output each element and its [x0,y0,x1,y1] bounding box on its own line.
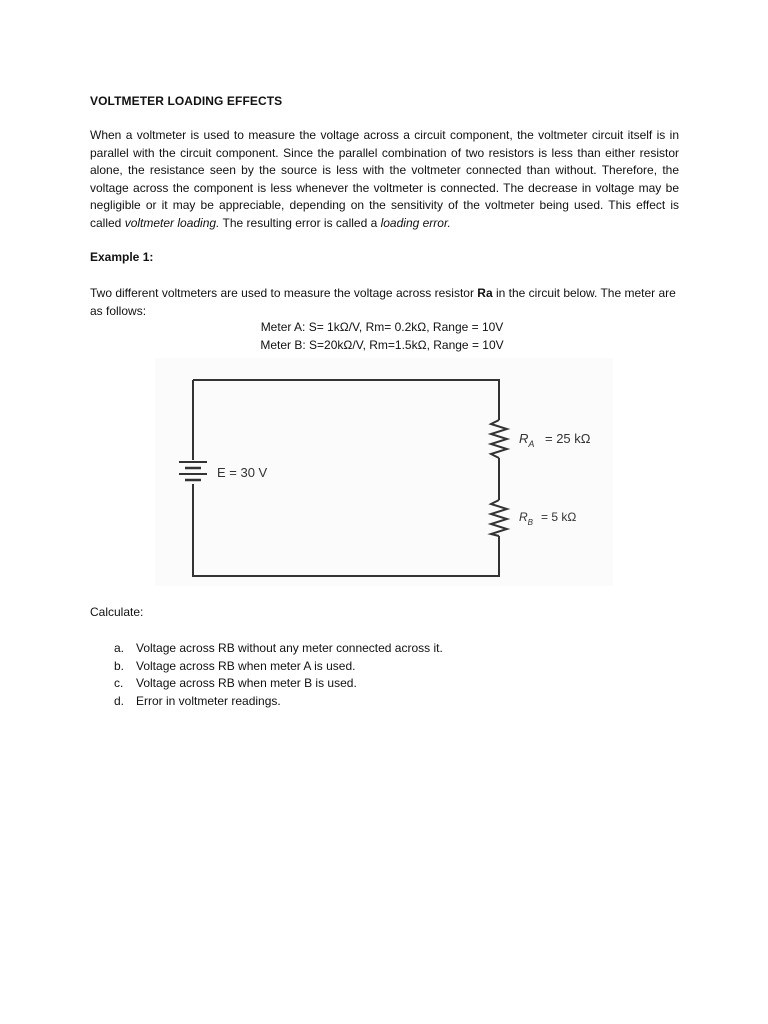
item-label: c. [114,676,124,691]
question-list [90,640,443,710]
rb-value: = 5 kΩ [541,510,577,524]
meter-a-spec: Meter A: S= 1kΩ/V, Rm= 0.2kΩ, Range = 10V [260,320,504,334]
example-paragraph [90,285,679,320]
list-item [90,658,443,676]
list-item [90,693,443,711]
list-item [90,675,443,693]
item-text: Voltage across RB without any meter connected across it. [136,641,443,655]
calculate-label: Calculate: [90,605,144,619]
ra-value: = 25 kΩ [545,431,591,446]
rb-label: R [519,510,528,524]
item-text: Error in voltmeter readings. [136,693,281,708]
intro-paragraph [90,127,679,233]
item-label: b. [114,658,125,673]
list-item [90,640,443,658]
example-text-1: Two different voltmeters are used to measure the voltage across resistor [90,286,478,300]
circuit-diagram [155,358,613,586]
example-heading: Example 1: [90,250,154,264]
document-title: VOLTMETER LOADING EFFECTS [90,94,283,108]
term-loading-error: loading error. [380,215,451,230]
intro-text: When a voltmeter is used to measure the voltage across a circuit component, the voltmeter circuit itself is in parallel with the circuit component. Since the parallel combination of two resistors is less than either resistor alone, the resistance seen by the source is less with the voltmeter connected than without. Therefore, the voltage across the component is less whenever the voltmeter is connected. The decrease in voltage may be negligible or it may be appreciable, depending on the sensitivity of the voltmeter being used. This effect is called [90,128,679,230]
term-voltmeter-loading: voltmeter loading. [124,215,220,230]
example-bold-ra: Ra [477,286,493,300]
item-text: Voltage across RB when meter B is used. [136,676,357,691]
item-text: Voltage across RB when meter A is used. [136,658,356,673]
intro-mid-text: The resulting error is called a [219,215,381,230]
item-label: a. [114,641,125,655]
item-label: d. [114,693,125,708]
ra-subscript: A [528,439,535,449]
meter-b-spec: Meter B: S=20kΩ/V, Rm=1.5kΩ, Range = 10V [260,338,504,352]
example-text-2: in the circuit below. The meter are as follows: [90,286,676,318]
ra-label: R [519,431,529,446]
source-label: E = 30 V [217,465,268,480]
rb-subscript: B [527,518,534,527]
